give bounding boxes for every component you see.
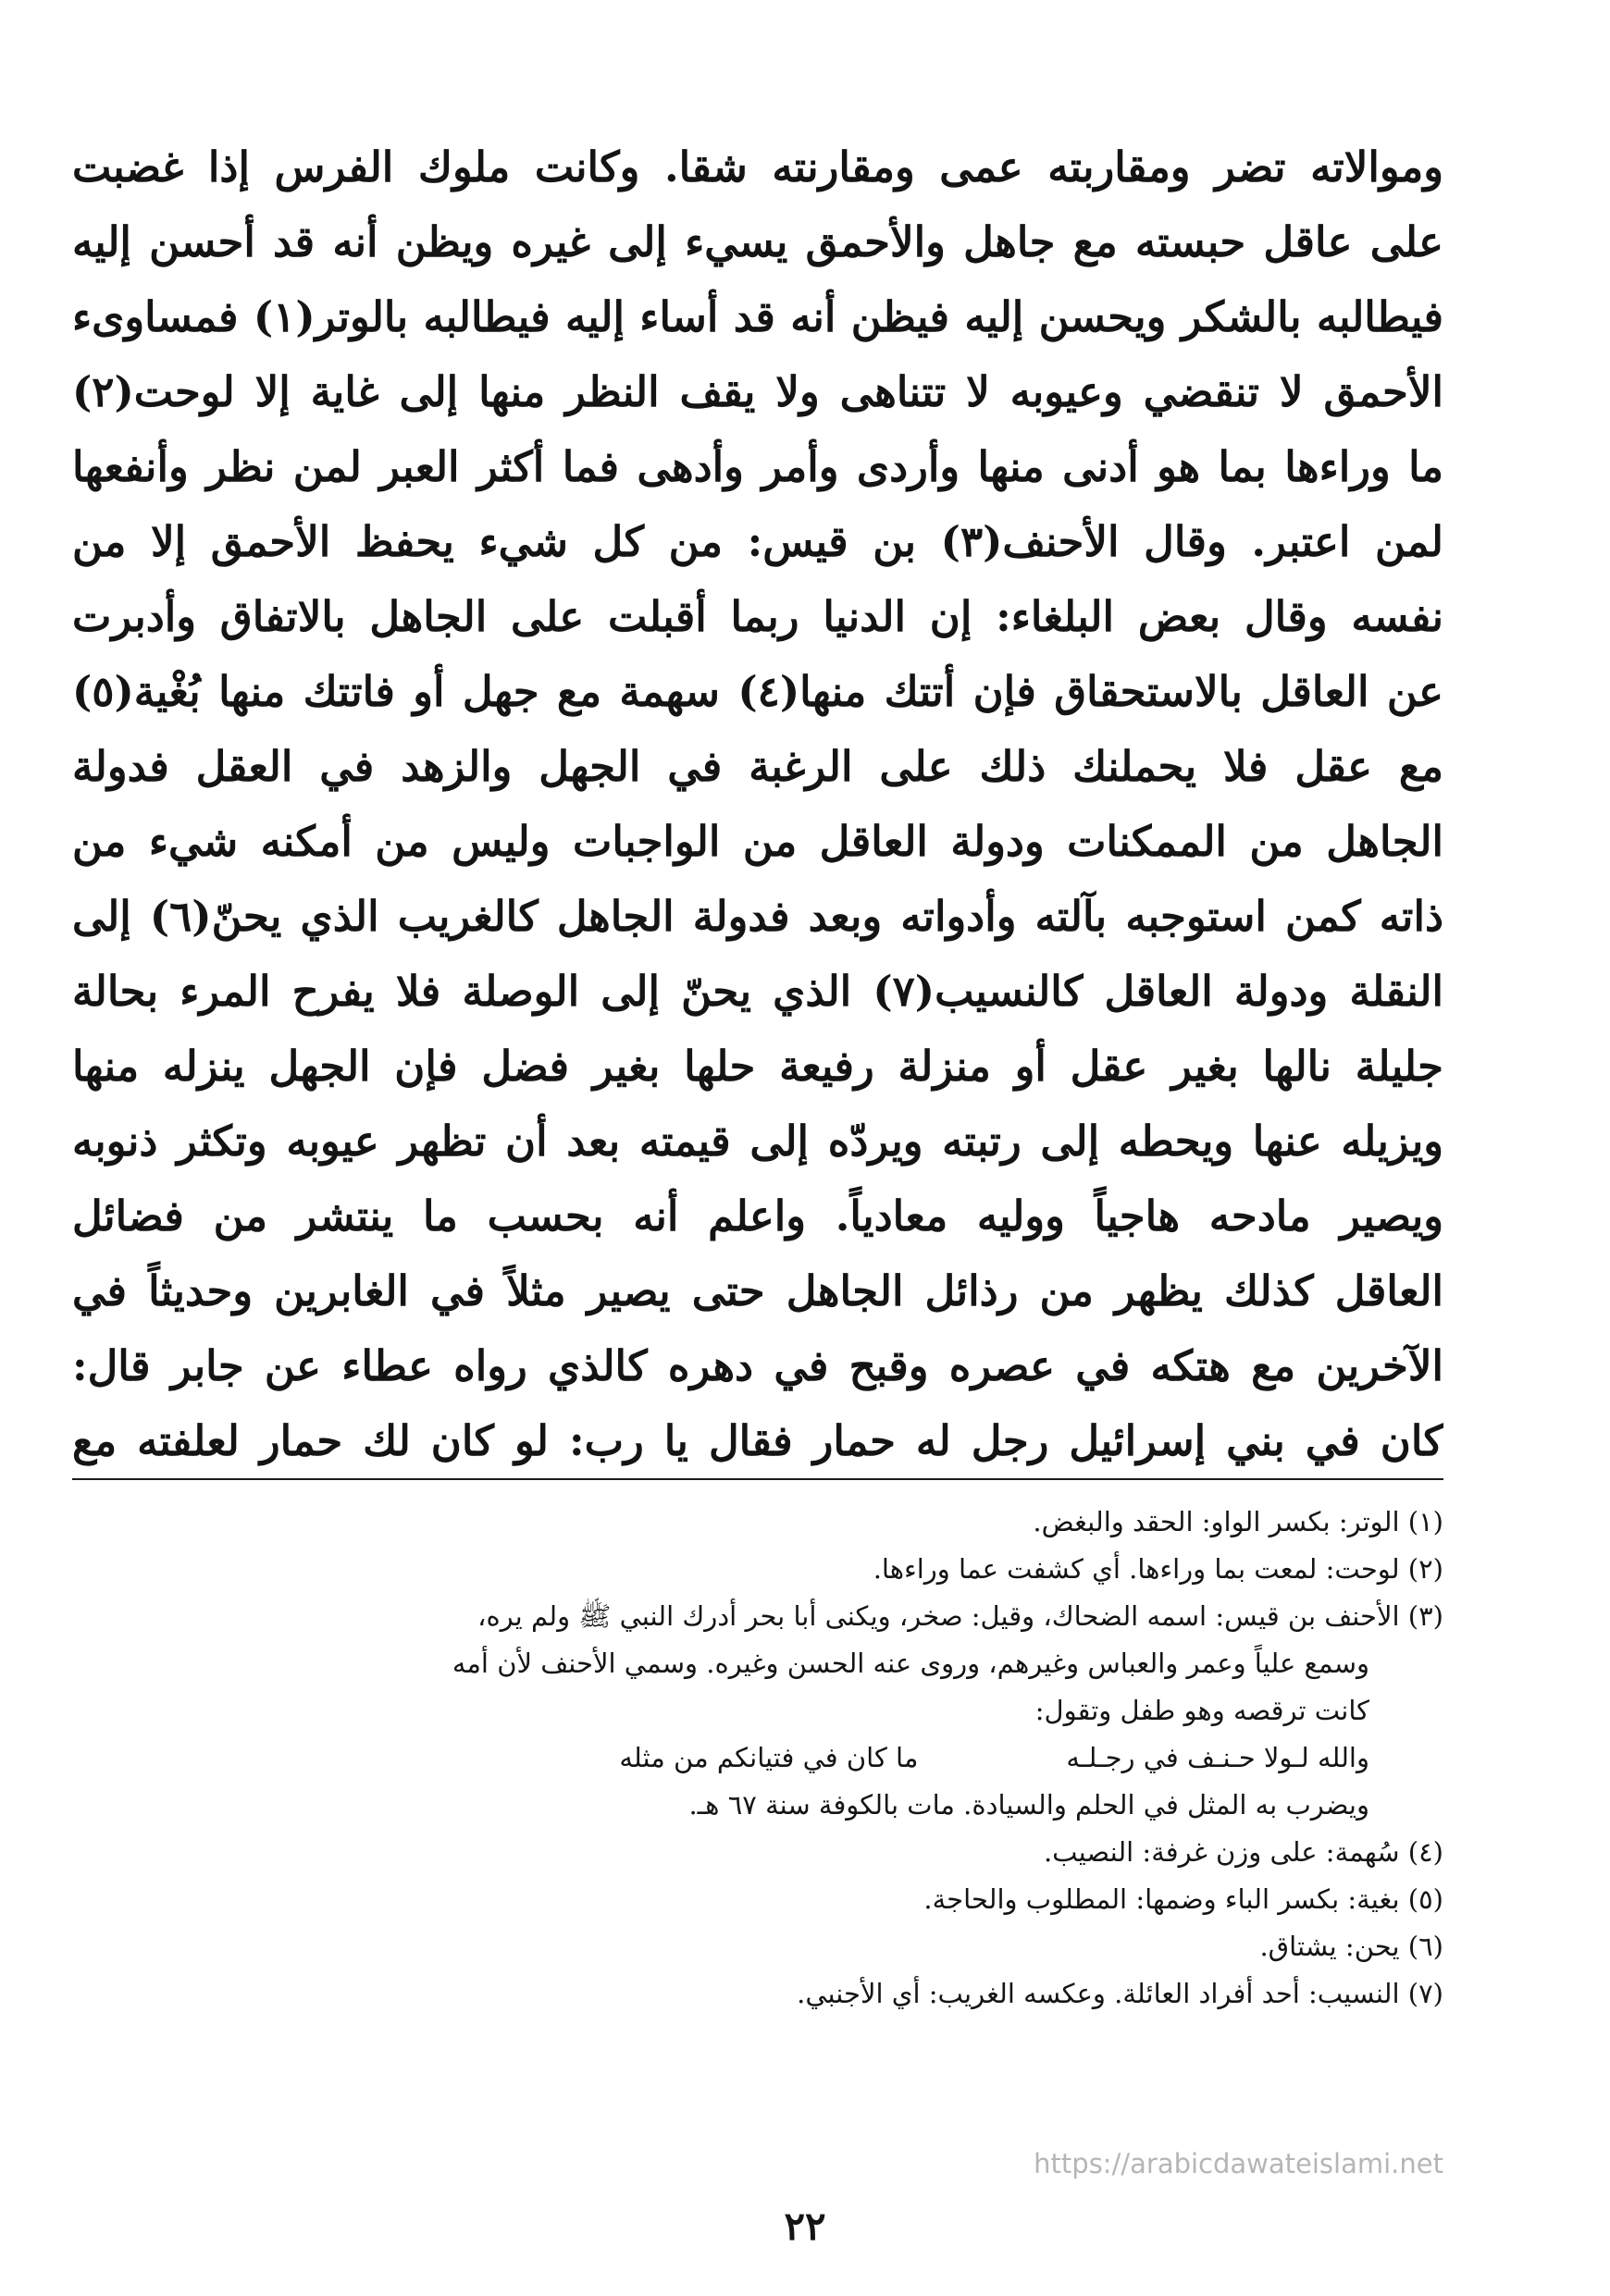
poem-verse bbox=[72, 1734, 1443, 1782]
footnote-2: (٢) لوحت: لمعت بما وراءها. أي كشفت عما وراءها. bbox=[873, 1553, 1443, 1585]
text-line: جليلة نالها بغير عقل أو منزلة رفيعة حلها بغير فضل فإن الجهل ينزله منها bbox=[72, 1042, 1443, 1091]
text-line: العاقل كذلك يظهر من رذائل الجاهل حتى يصير مثلاً في الغابرين وحديثاً في bbox=[72, 1266, 1443, 1315]
footnotes-block bbox=[72, 1499, 1443, 2018]
text-line: ويزيله عنها ويحطه إلى رتبته ويردّه إلى قيمته بعد أن تظهر عيوبه وتكثر ذنوبه bbox=[72, 1117, 1443, 1166]
footnote-divider bbox=[72, 1478, 1443, 1480]
text-line: مع عقل فلا يحملنك ذلك على الرغبة في الجهل والزهد في العقل فدولة bbox=[72, 742, 1443, 791]
text-line: لمن اعتبر. وقال الأحنف(٣) بن قيس: من كل شيء يحفظ الأحمق إلا من bbox=[72, 517, 1443, 566]
main-text-block bbox=[72, 130, 1443, 1478]
text-line: وموالاته تضر ومقاربته عمى ومقارنته شقا. وكانت ملوك الفرس إذا غضبت bbox=[72, 142, 1443, 191]
page-number: ٢٢ bbox=[784, 2203, 826, 2249]
text-line: كان في بني إسرائيل رجل له حمار فقال يا رب: لو كان لك حمار لعلفته مع bbox=[72, 1416, 1443, 1465]
text-line: النقلة ودولة العاقل كالنسيب(٧) الذي يحنّ إلى الوصلة فلا يفرح المرء بحالة bbox=[72, 967, 1443, 1016]
text-line: ما وراءها بما هو أدنى منها وأردى وأمر وأدهى فما أكثر العبر لمن نظر وأنفعها bbox=[72, 442, 1443, 491]
text-line: على عاقل حبسته مع جاهل والأحمق يسيء إلى غيره ويظن أنه قد أحسن إليه bbox=[72, 217, 1443, 266]
text-line: الآخرين مع هتكه في عصره وقبح في دهره كالذي رواه عطاء عن جابر قال: bbox=[72, 1341, 1443, 1390]
footnote-3: (٣) الأحنف بن قيس: اسمه الضحاك، وقيل: صخر، ويكنى أبا بحر أدرك النبي ﷺ ولم يره، bbox=[477, 1600, 1443, 1632]
watermark-url: https://arabicdawateislami.net bbox=[1034, 2148, 1443, 2179]
text-line: ذاته كمن استوجبه بآلته وأدواته وبعد فدولة الجاهل كالغريب الذي يحنّ(٦) إلى bbox=[72, 892, 1443, 941]
text-line: فيطالبه بالشكر ويحسن إليه فيظن أنه قد أساء إليه فيطالبه بالوتر(١) فمساوىء bbox=[72, 292, 1443, 341]
footnote-4: (٤) سُهمة: على وزن غرفة: النصيب. bbox=[1043, 1836, 1443, 1868]
text-line: الجاهل من الممكنات ودولة العاقل من الواجبات وليس من أمكنه شيء من bbox=[72, 817, 1443, 866]
footnote-3-continued: كانت ترقصه وهو طفل وتقول: bbox=[1034, 1695, 1369, 1726]
text-line: نفسه وقال بعض البلغاء: إن الدنيا ربما أقبلت على الجاهل بالاتفاق وأدبرت bbox=[72, 592, 1443, 641]
text-line: عن العاقل بالاستحقاق فإن أتتك منها(٤) سهمة مع جهل أو فاتتك منها بُغْية(٥) bbox=[72, 667, 1443, 716]
verse-first-hemistich: والله لـولا حـنـف في رجـلـه bbox=[1066, 1742, 1369, 1773]
text-line: ويصير مادحه هاجياً ووليه معادياً. واعلم أنه بحسب ما ينتشر من فضائل bbox=[72, 1191, 1443, 1241]
footnote-6: (٦) يحن: يشتاق. bbox=[1259, 1931, 1443, 1962]
footnote-1: (١) الوتر: بكسر الواو: الحقد والبغض. bbox=[1033, 1506, 1443, 1537]
footnote-3-continued: ويضرب به المثل في الحلم والسيادة. مات بالكوفة سنة ٦٧ هـ. bbox=[688, 1789, 1369, 1821]
footnote-5: (٥) بغية: بكسر الباء وضمها: المطلوب والحاجة. bbox=[923, 1883, 1443, 1915]
footnote-7: (٧) النسيب: أحد أفراد العائلة. وعكسه الغريب: أي الأجنبي. bbox=[797, 1978, 1443, 2009]
verse-second-hemistich: ما كان في فتيانكم من مثله bbox=[619, 1742, 919, 1773]
footnote-3-continued: وسمع علياً وعمر والعباس وغيرهم، وروى عنه الحسن وغيره. وسمي الأحنف لأن أمه bbox=[452, 1648, 1369, 1679]
text-line: الأحمق لا تنقضي وعيوبه لا تتناهى ولا يقف النظر منها إلى غاية إلا لوحت(٢) bbox=[72, 367, 1443, 416]
